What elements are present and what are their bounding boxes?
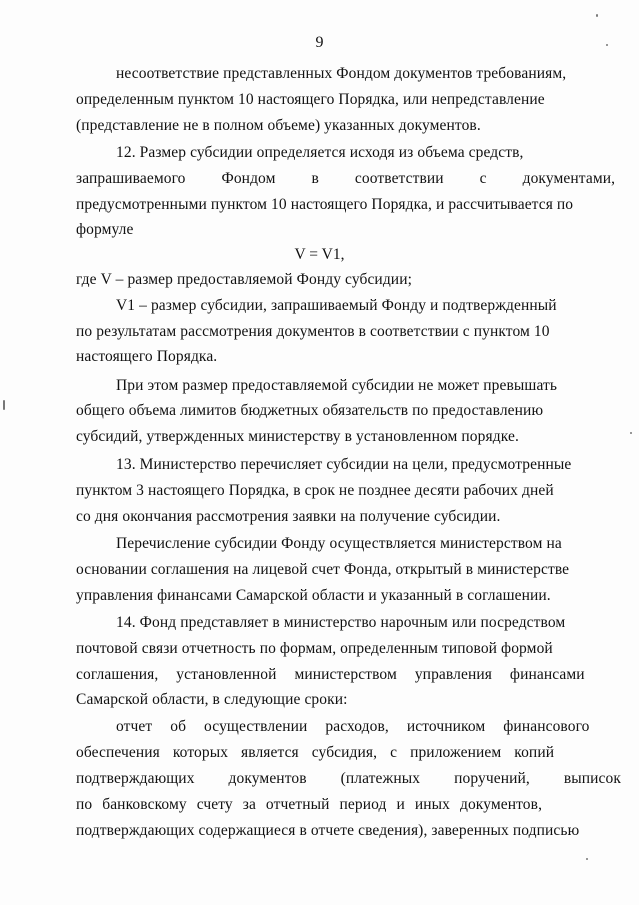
- text-line: по банковскому счету за отчетный период и иных документов,: [76, 796, 543, 813]
- text-line: Самарской области, в следующие сроки:: [76, 691, 348, 708]
- text-line: При этом размер предоставляемой субсидии не может превышать: [116, 377, 558, 394]
- text-line: управления финансами Самарской области и указанный в соглашении.: [76, 587, 551, 604]
- text-line: где V – размер предоставляемой Фонду субсидии;: [76, 271, 413, 288]
- text-line: почтовой связи отчетность по формам, определенным типовой формой: [76, 640, 553, 657]
- text-line: общего объема лимитов бюджетных обязательств по предоставлению: [76, 402, 544, 419]
- scan-speck: [3, 400, 5, 410]
- text-line: со дня окончания рассмотрения заявки на получение субсидии.: [76, 508, 501, 525]
- text-line: определенным пунктом 10 настоящего Порядка, или непредставление: [76, 91, 545, 108]
- text-line: пунктом 3 настоящего Порядка, в срок не позднее десяти рабочих дней: [76, 482, 554, 499]
- text-line: обеспечения которых является субсидия, с приложением копий: [76, 744, 555, 761]
- text-line: подтверждающих документов (платежных поручений, выписок: [76, 770, 622, 787]
- text-line: 14. Фонд представляет в министерство нарочным или посредством: [116, 614, 566, 631]
- text-line: соглашения, установленной министерством управления финансами: [76, 666, 585, 683]
- formula: V = V1,: [294, 246, 345, 263]
- text-line: (представление не в полном объеме) указанных документов.: [76, 117, 481, 134]
- text-line: отчет об осуществлении расходов, источником финансового: [116, 718, 590, 735]
- text-line: субсидий, утвержденных министерству в установленном порядке.: [76, 428, 519, 445]
- text-line: 12. Размер субсидии определяется исходя из объема средств,: [116, 144, 524, 161]
- scan-speck: [596, 14, 598, 17]
- text-line: V1 – размер субсидии, запрашиваемый Фонду и подтвержденный: [116, 297, 557, 314]
- scan-speck: [586, 858, 588, 860]
- text-line: 13. Министерство перечисляет субсидии на цели, предусмотренные: [116, 456, 572, 473]
- text-line: настоящего Порядка.: [76, 348, 218, 365]
- text-line: по результатам рассмотрения документов в соответствии с пунктом 10: [76, 323, 550, 340]
- text-line: подтверждающих содержащиеся в отчете сведения), заверенных подписью: [76, 822, 580, 839]
- text-line: основании соглашения на лицевой счет Фонда, открытый в министерстве: [76, 561, 570, 578]
- page-number: 9: [315, 34, 324, 51]
- text-line: предусмотренными пунктом 10 настоящего Порядка, и рассчитывается по: [76, 196, 574, 213]
- scan-speck: [630, 432, 632, 434]
- text-line: Перечисление субсидии Фонду осуществляется министерством на: [116, 535, 562, 552]
- text-line: формуле: [76, 221, 134, 238]
- text-line: запрашиваемого Фондом в соответствии с документами,: [76, 170, 616, 187]
- text-line: несоответствие представленных Фондом документов требованиям,: [116, 65, 567, 82]
- scan-speck: [606, 44, 608, 46]
